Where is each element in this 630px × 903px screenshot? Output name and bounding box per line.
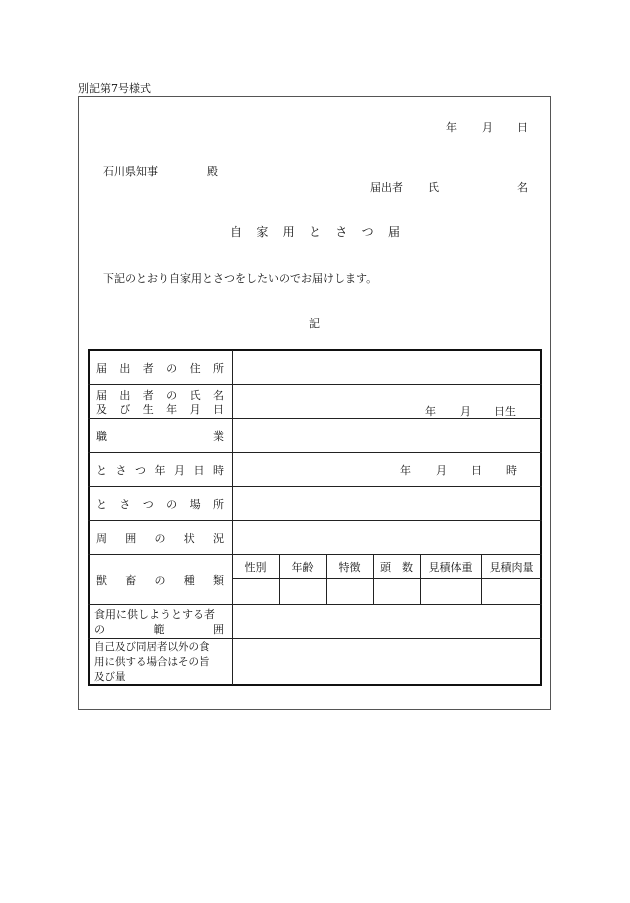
label-char: の [94,623,105,636]
label-other-line2: 用に供する場合はその旨 [94,656,210,668]
label-char: 出 [119,389,131,402]
row-divider [88,554,542,555]
title-char: 用 [282,225,295,239]
slaughter-year-label: 年 [400,464,411,477]
label-char: び [119,403,131,416]
label-char: 年 [154,464,166,477]
row-divider [88,604,542,605]
label-char: 囲 [213,623,224,636]
label-char: つ [142,498,154,511]
statement-text: 下記のとおり自家用とさつをしたいのでお届けします。 [103,272,378,285]
addressee-name: 石川県知事 [103,165,158,178]
livestock-header-est-weight: 見積体重 [428,561,473,574]
row-divider [88,520,542,521]
label-char: の [154,574,166,587]
livestock-header-age: 年齢 [291,561,314,574]
addressee-honorific: 殿 [207,165,218,178]
label-char: 日 [212,403,224,416]
label-slaughter-date [96,462,224,478]
label-surroundings [96,530,224,546]
row-divider [88,384,542,385]
label-char: 所 [212,362,224,375]
livestock-header-sex: 性別 [244,561,267,574]
label-char: 類 [213,574,224,587]
applicant-shi: 氏 [428,181,439,194]
label-char: の [166,389,178,402]
title-char: つ [361,225,374,239]
label-char: 状 [183,532,195,545]
form-title [230,223,400,240]
label-char: 況 [213,532,224,545]
label-char: 者 [142,362,154,375]
label-char: の [166,498,178,511]
label-char: 届 [96,362,107,375]
label-char: 周 [96,532,107,545]
title-char: さ [335,225,348,239]
label-char: 生 [142,403,154,416]
label-char: 届 [96,389,107,402]
birth-month-label: 月 [460,405,471,418]
label-consumption-line1: 食用に供しようとする者 [94,608,215,621]
livestock-header-features: 特徴 [338,561,361,574]
row-divider [88,418,542,419]
label-char: 氏 [189,389,201,402]
label-char: 名 [212,389,224,402]
birth-day-label: 日生 [494,405,516,418]
label-other-line3: 及び量 [94,671,126,683]
title-char: 自 [230,225,243,239]
label-consumption-line2 [94,621,224,637]
label-char: 月 [174,464,185,477]
label-column-divider [232,350,233,685]
date-day-label: 日 [517,121,528,134]
birth-year-label: 年 [425,405,436,418]
label-char: 獣 [96,574,107,587]
slaughter-month-label: 月 [436,464,447,477]
label-char: さ [115,464,127,477]
label-char: 畜 [125,574,137,587]
row-divider [88,486,542,487]
title-char: 家 [256,225,269,239]
title-char: と [308,225,321,239]
label-char: 範 [153,623,165,636]
label-name-line2 [96,401,224,417]
label-other-line1: 自己及び同居者以外の食 [94,641,210,653]
label-char: と [96,498,107,511]
label-slaughter-place [96,496,224,512]
label-char: と [96,464,107,477]
label-livestock [96,572,224,588]
applicant-label: 届出者 [370,181,403,194]
label-char: 出 [119,362,131,375]
label-occupation [96,428,224,444]
applicant-mei: 名 [517,181,528,194]
label-char: 場 [189,498,201,511]
title-char: 届 [387,225,400,239]
label-char: 所 [212,498,224,511]
label-char: さ [119,498,131,511]
label-char: つ [135,464,146,477]
slaughter-hour-label: 時 [506,464,517,477]
label-char: の [154,532,166,545]
livestock-header-count: 頭 数 [380,561,413,574]
label-address [96,360,224,376]
livestock-header-est-meat: 見積肉量 [489,561,534,574]
row-divider [88,638,542,639]
label-char: 職 [96,430,107,443]
label-char: 種 [183,574,195,587]
label-char: 囲 [125,532,137,545]
label-char: 月 [189,403,201,416]
slaughter-day-label: 日 [471,464,482,477]
label-char: 日 [193,464,205,477]
label-char: 業 [213,430,224,443]
label-char: 年 [166,403,178,416]
label-char: の [166,362,178,375]
label-char: 者 [142,389,154,402]
date-year-label: 年 [446,121,457,134]
label-char: 住 [189,362,201,375]
form-id: 別記第7号様式 [78,82,151,95]
date-month-label: 月 [482,121,493,134]
ki-label: 記 [309,317,320,330]
row-divider [88,452,542,453]
label-char: 時 [213,464,224,477]
label-char: 及 [96,403,107,416]
